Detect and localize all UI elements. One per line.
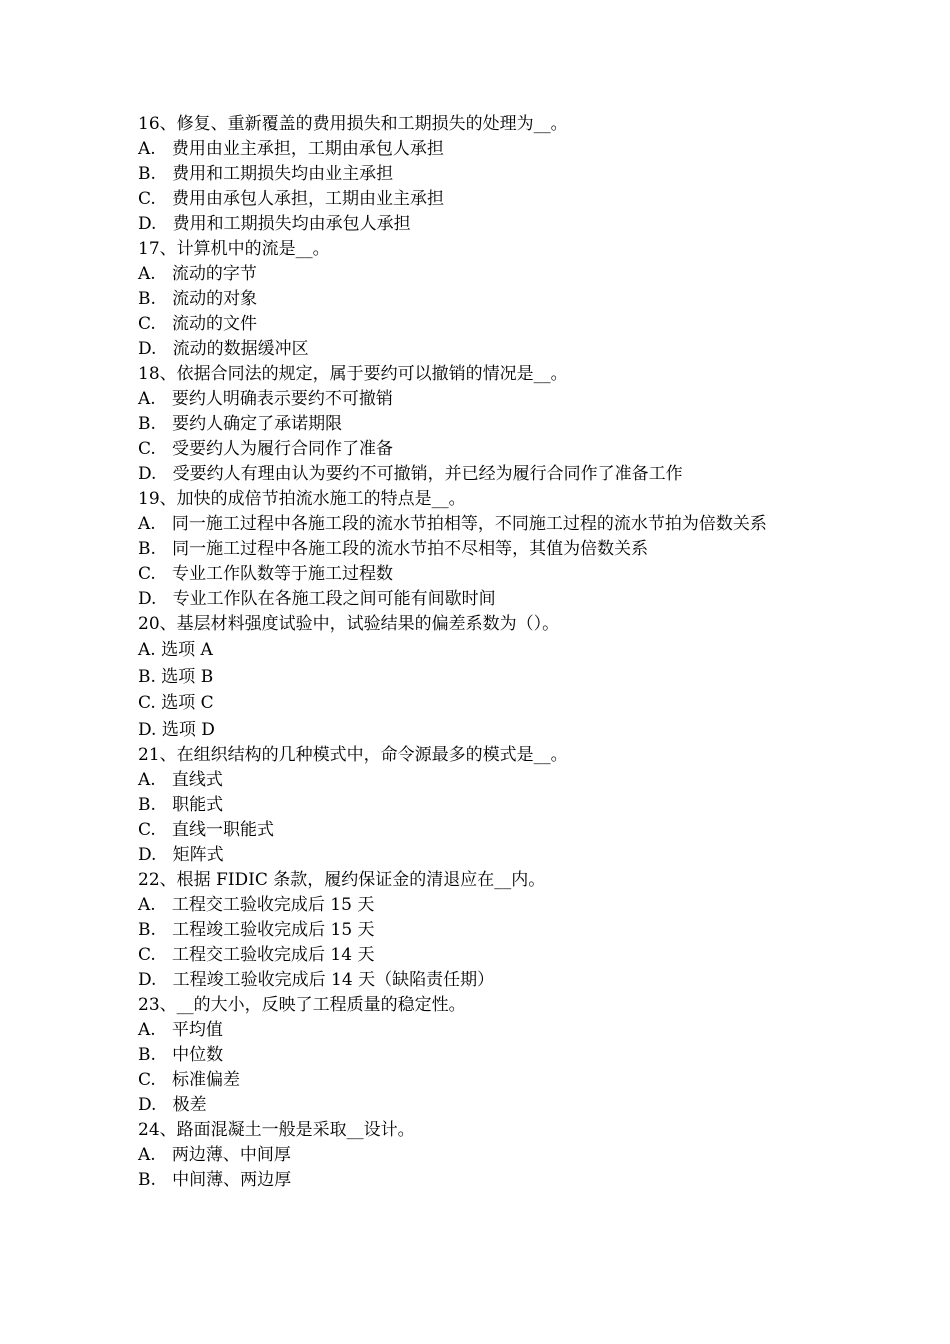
question-stem: 22、根据 FIDIC 条款，履约保证金的清退应在__内。: [138, 870, 546, 890]
question-stem: 24、路面混凝土一般是采取__设计。: [138, 1120, 415, 1140]
question-block: [138, 868, 818, 993]
answer-option: B. 工程竣工验收完成后 15 天: [138, 920, 375, 940]
answer-option: A. 工程交工验收完成后 15 天: [138, 895, 375, 915]
answer-option: A. 选项 A: [138, 640, 213, 660]
answer-option: D. 受要约人有理由认为要约不可撤销，并已经为履行合同作了准备工作: [138, 464, 683, 484]
question-block: [138, 487, 818, 612]
answer-option: D. 费用和工期损失均由承包人承担: [138, 214, 411, 234]
answer-option: A. 两边薄、中间厚: [138, 1145, 291, 1165]
answer-option: D. 极差: [138, 1095, 207, 1115]
answer-option: A. 同一施工过程中各施工段的流水节拍相等，不同施工过程的流水节拍为倍数关系: [138, 514, 767, 534]
question-block: [138, 1118, 818, 1193]
answer-option: C. 标准偏差: [138, 1070, 241, 1090]
answer-option: B. 同一施工过程中各施工段的流水节拍不尽相等，其值为倍数关系: [138, 539, 649, 559]
question-block: [138, 362, 818, 487]
answer-option: D. 选项 D: [138, 719, 215, 740]
question-stem: 16、修复、重新覆盖的费用损失和工期损失的处理为__。: [138, 114, 568, 134]
answer-option: C. 直线一职能式: [138, 820, 275, 840]
answer-option: A. 直线式: [138, 770, 223, 790]
question-stem: 17、计算机中的流是__。: [138, 239, 330, 259]
answer-option: B. 中间薄、两边厚: [138, 1170, 292, 1190]
answer-option: C. 流动的文件: [138, 314, 258, 334]
question-block: [138, 743, 818, 868]
answer-option: A. 平均值: [138, 1020, 223, 1040]
question-block: [138, 612, 818, 743]
question-stem: 18、依据合同法的规定，属于要约可以撤销的情况是__。: [138, 364, 568, 384]
answer-option: B. 费用和工期损失均由业主承担: [138, 164, 394, 184]
answer-option: A. 流动的字节: [138, 264, 257, 284]
question-list: [138, 112, 818, 1193]
answer-option: B. 要约人确定了承诺期限: [138, 414, 343, 434]
question-stem: 21、在组织结构的几种模式中，命令源最多的模式是__。: [138, 745, 568, 765]
answer-option: C. 专业工作队数等于施工过程数: [138, 564, 394, 584]
answer-option: C. 受要约人为履行合同作了准备: [138, 439, 394, 459]
answer-option: B. 中位数: [138, 1045, 224, 1065]
question-block: [138, 993, 818, 1118]
answer-option: C. 工程交工验收完成后 14 天: [138, 945, 375, 965]
answer-option: A. 费用由业主承担，工期由承包人承担: [138, 139, 444, 159]
answer-option: B. 选项 B: [138, 666, 214, 687]
question-stem: 23、__的大小，反映了工程质量的稳定性。: [138, 995, 466, 1015]
answer-option: A. 要约人明确表示要约不可撤销: [138, 389, 393, 409]
answer-option: D. 流动的数据缓冲区: [138, 339, 309, 359]
answer-option: B. 流动的对象: [138, 289, 258, 309]
answer-option: D. 矩阵式: [138, 845, 224, 865]
question-block: [138, 112, 818, 237]
answer-option: D. 专业工作队在各施工段之间可能有间歇时间: [138, 589, 496, 609]
question-stem: 20、基层材料强度试验中，试验结果的偏差系数为（）。: [138, 614, 560, 634]
answer-option: C. 选项 C: [138, 693, 214, 713]
question-stem: 19、加快的成倍节拍流水施工的特点是__。: [138, 489, 466, 509]
question-block: [138, 237, 818, 362]
answer-option: D. 工程竣工验收完成后 14 天（缺陷责任期）: [138, 970, 495, 990]
answer-option: C. 费用由承包人承担，工期由业主承担: [138, 189, 445, 209]
answer-option: B. 职能式: [138, 795, 224, 815]
